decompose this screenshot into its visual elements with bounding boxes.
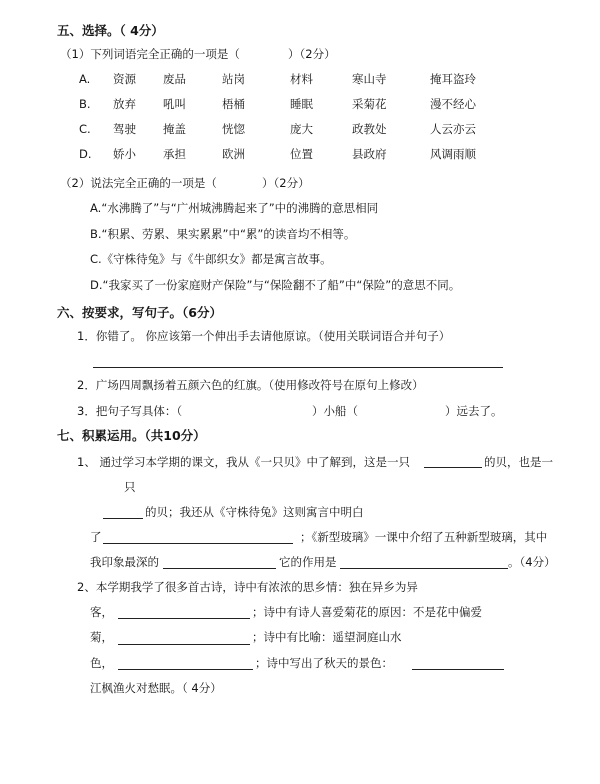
q1-option-label: D. bbox=[79, 147, 92, 161]
six-q3-part-c: ）远去了。 bbox=[445, 404, 503, 418]
q1-option-word: 吼叫 bbox=[163, 97, 186, 111]
q2-stem-end: ）（2分） bbox=[262, 176, 310, 190]
seven-q2-part-f: 色， bbox=[90, 656, 113, 670]
q1-option-word: 掩耳盗玲 bbox=[430, 72, 476, 86]
q1-option-word: 材料 bbox=[290, 72, 313, 86]
seven-q1-blank-3[interactable] bbox=[103, 543, 293, 544]
seven-q1-part-g: 我印象最深的 bbox=[90, 555, 159, 569]
q1-option-word: 废品 bbox=[163, 72, 186, 86]
q1-option-word: 梧桶 bbox=[222, 97, 245, 111]
seven-q2-blank-3[interactable] bbox=[118, 669, 253, 670]
q1-option-label: C. bbox=[79, 122, 91, 136]
q1-option-word: 恍惚 bbox=[222, 122, 245, 136]
q1-option-word: 娇小 bbox=[113, 147, 136, 161]
q1-option-word: 睡眠 bbox=[290, 97, 313, 111]
seven-q2-part-b: 客， bbox=[90, 605, 113, 619]
seven-q2-blank-1[interactable] bbox=[118, 618, 250, 619]
q1-option-word: 承担 bbox=[163, 147, 186, 161]
q1-option-word: 采菊花 bbox=[352, 97, 387, 111]
section-seven-heading: 七、积累运用。（共10分） bbox=[57, 428, 206, 443]
q2-option-a: A.“水沸腾了”与“广州城沸腾起来了”中的沸腾的意思相同 bbox=[90, 201, 379, 215]
seven-q1-blank-2[interactable] bbox=[103, 518, 143, 519]
seven-q2-part-d: 菊， bbox=[90, 630, 113, 644]
q1-option-word: 寒山寺 bbox=[352, 72, 387, 86]
q1-option-word: 掩盖 bbox=[163, 122, 186, 136]
six-q1-answer-line[interactable] bbox=[93, 367, 503, 368]
section-five-heading: 五、选择。（ 4分） bbox=[57, 23, 164, 38]
seven-q1-part-b: 的贝，也是一 bbox=[484, 455, 553, 469]
seven-q1-part-i: 。（4分） bbox=[508, 555, 556, 569]
seven-q1-part-c: 只 bbox=[124, 480, 136, 494]
q1-option-label: A. bbox=[79, 72, 91, 86]
q1-option-word: 政教处 bbox=[352, 122, 387, 136]
q2-stem: （2）说法完全正确的一项是（ bbox=[60, 176, 217, 190]
seven-q1-part-e: 了 bbox=[90, 530, 102, 544]
seven-q1-blank-4[interactable] bbox=[163, 568, 276, 569]
seven-q1-part-d: 的贝；我还从《守株待兔》这则寓言中明白 bbox=[145, 505, 364, 519]
q1-stem: （1）下列词语完全正确的一项是（ bbox=[60, 47, 240, 61]
q2-option-b: B.“积累、劳累、果实累累”中“累”的读音均不相等。 bbox=[90, 227, 356, 241]
seven-q1-part-a: 1、 通过学习本学期的课文，我从《一只贝》中了解到，这是一只 bbox=[77, 455, 410, 469]
q2-option-d: D.“我家买了一份家庭财产保险”与“保险翻不了船”中“保险”的意思不同。 bbox=[90, 278, 461, 292]
q2-option-c: C.《守株待兔》与《牛郎织女》都是寓言故事。 bbox=[90, 252, 332, 266]
seven-q2-part-c: ；诗中有诗人喜爱菊花的原因：不是花中偏爱 bbox=[252, 605, 482, 619]
q1-option-word: 漫不经心 bbox=[430, 97, 476, 111]
seven-q2-part-e: ；诗中有比喻：遥望洞庭山水 bbox=[252, 630, 402, 644]
q1-option-word: 驾驶 bbox=[113, 122, 136, 136]
seven-q2-part-g: ；诗中写出了秋天的景色： bbox=[255, 656, 393, 670]
q1-option-word: 人云亦云 bbox=[430, 122, 476, 136]
seven-q2-part-h: 江枫渔火对愁眠。（ 4分） bbox=[90, 681, 222, 695]
q1-option-word: 放弃 bbox=[113, 97, 136, 111]
seven-q1-part-h: 它的作用是 bbox=[279, 555, 337, 569]
section-six-heading: 六、按要求，写句子。（6分） bbox=[57, 305, 222, 320]
q1-option-word: 县政府 bbox=[352, 147, 387, 161]
seven-q1-part-f: ；《新型玻璃》一课中介绍了五种新型玻璃，其中 bbox=[300, 530, 548, 544]
six-q2: 2．广场四周飘扬着五颜六色的红旗。（使用修改符号在原句上修改） bbox=[77, 378, 424, 392]
q1-option-word: 庞大 bbox=[290, 122, 313, 136]
six-q3-part-a: 3．把句子写具体：（ bbox=[77, 404, 183, 418]
q1-option-label: B. bbox=[79, 97, 91, 111]
seven-q2-blank-4[interactable] bbox=[412, 669, 504, 670]
q1-option-word: 位置 bbox=[290, 147, 313, 161]
six-q1: 1．你错了。 你应该第一个伸出手去请他原谅。（使用关联词语合并句子） bbox=[77, 329, 451, 343]
seven-q1-blank-5[interactable] bbox=[340, 568, 508, 569]
six-q3-part-b: ）小船（ bbox=[312, 404, 358, 418]
q1-option-word: 资源 bbox=[113, 72, 136, 86]
seven-q2-blank-2[interactable] bbox=[118, 644, 250, 645]
q1-option-word: 欧洲 bbox=[222, 147, 245, 161]
q1-option-word: 站岗 bbox=[222, 72, 245, 86]
seven-q2-part-a: 2、本学期我学了很多首古诗，诗中有浓浓的思乡情：独在异乡为异 bbox=[77, 580, 418, 594]
q1-option-word: 风调雨顺 bbox=[430, 147, 476, 161]
seven-q1-blank-1[interactable] bbox=[424, 467, 482, 468]
q1-stem-end: ）（2分） bbox=[288, 47, 336, 61]
